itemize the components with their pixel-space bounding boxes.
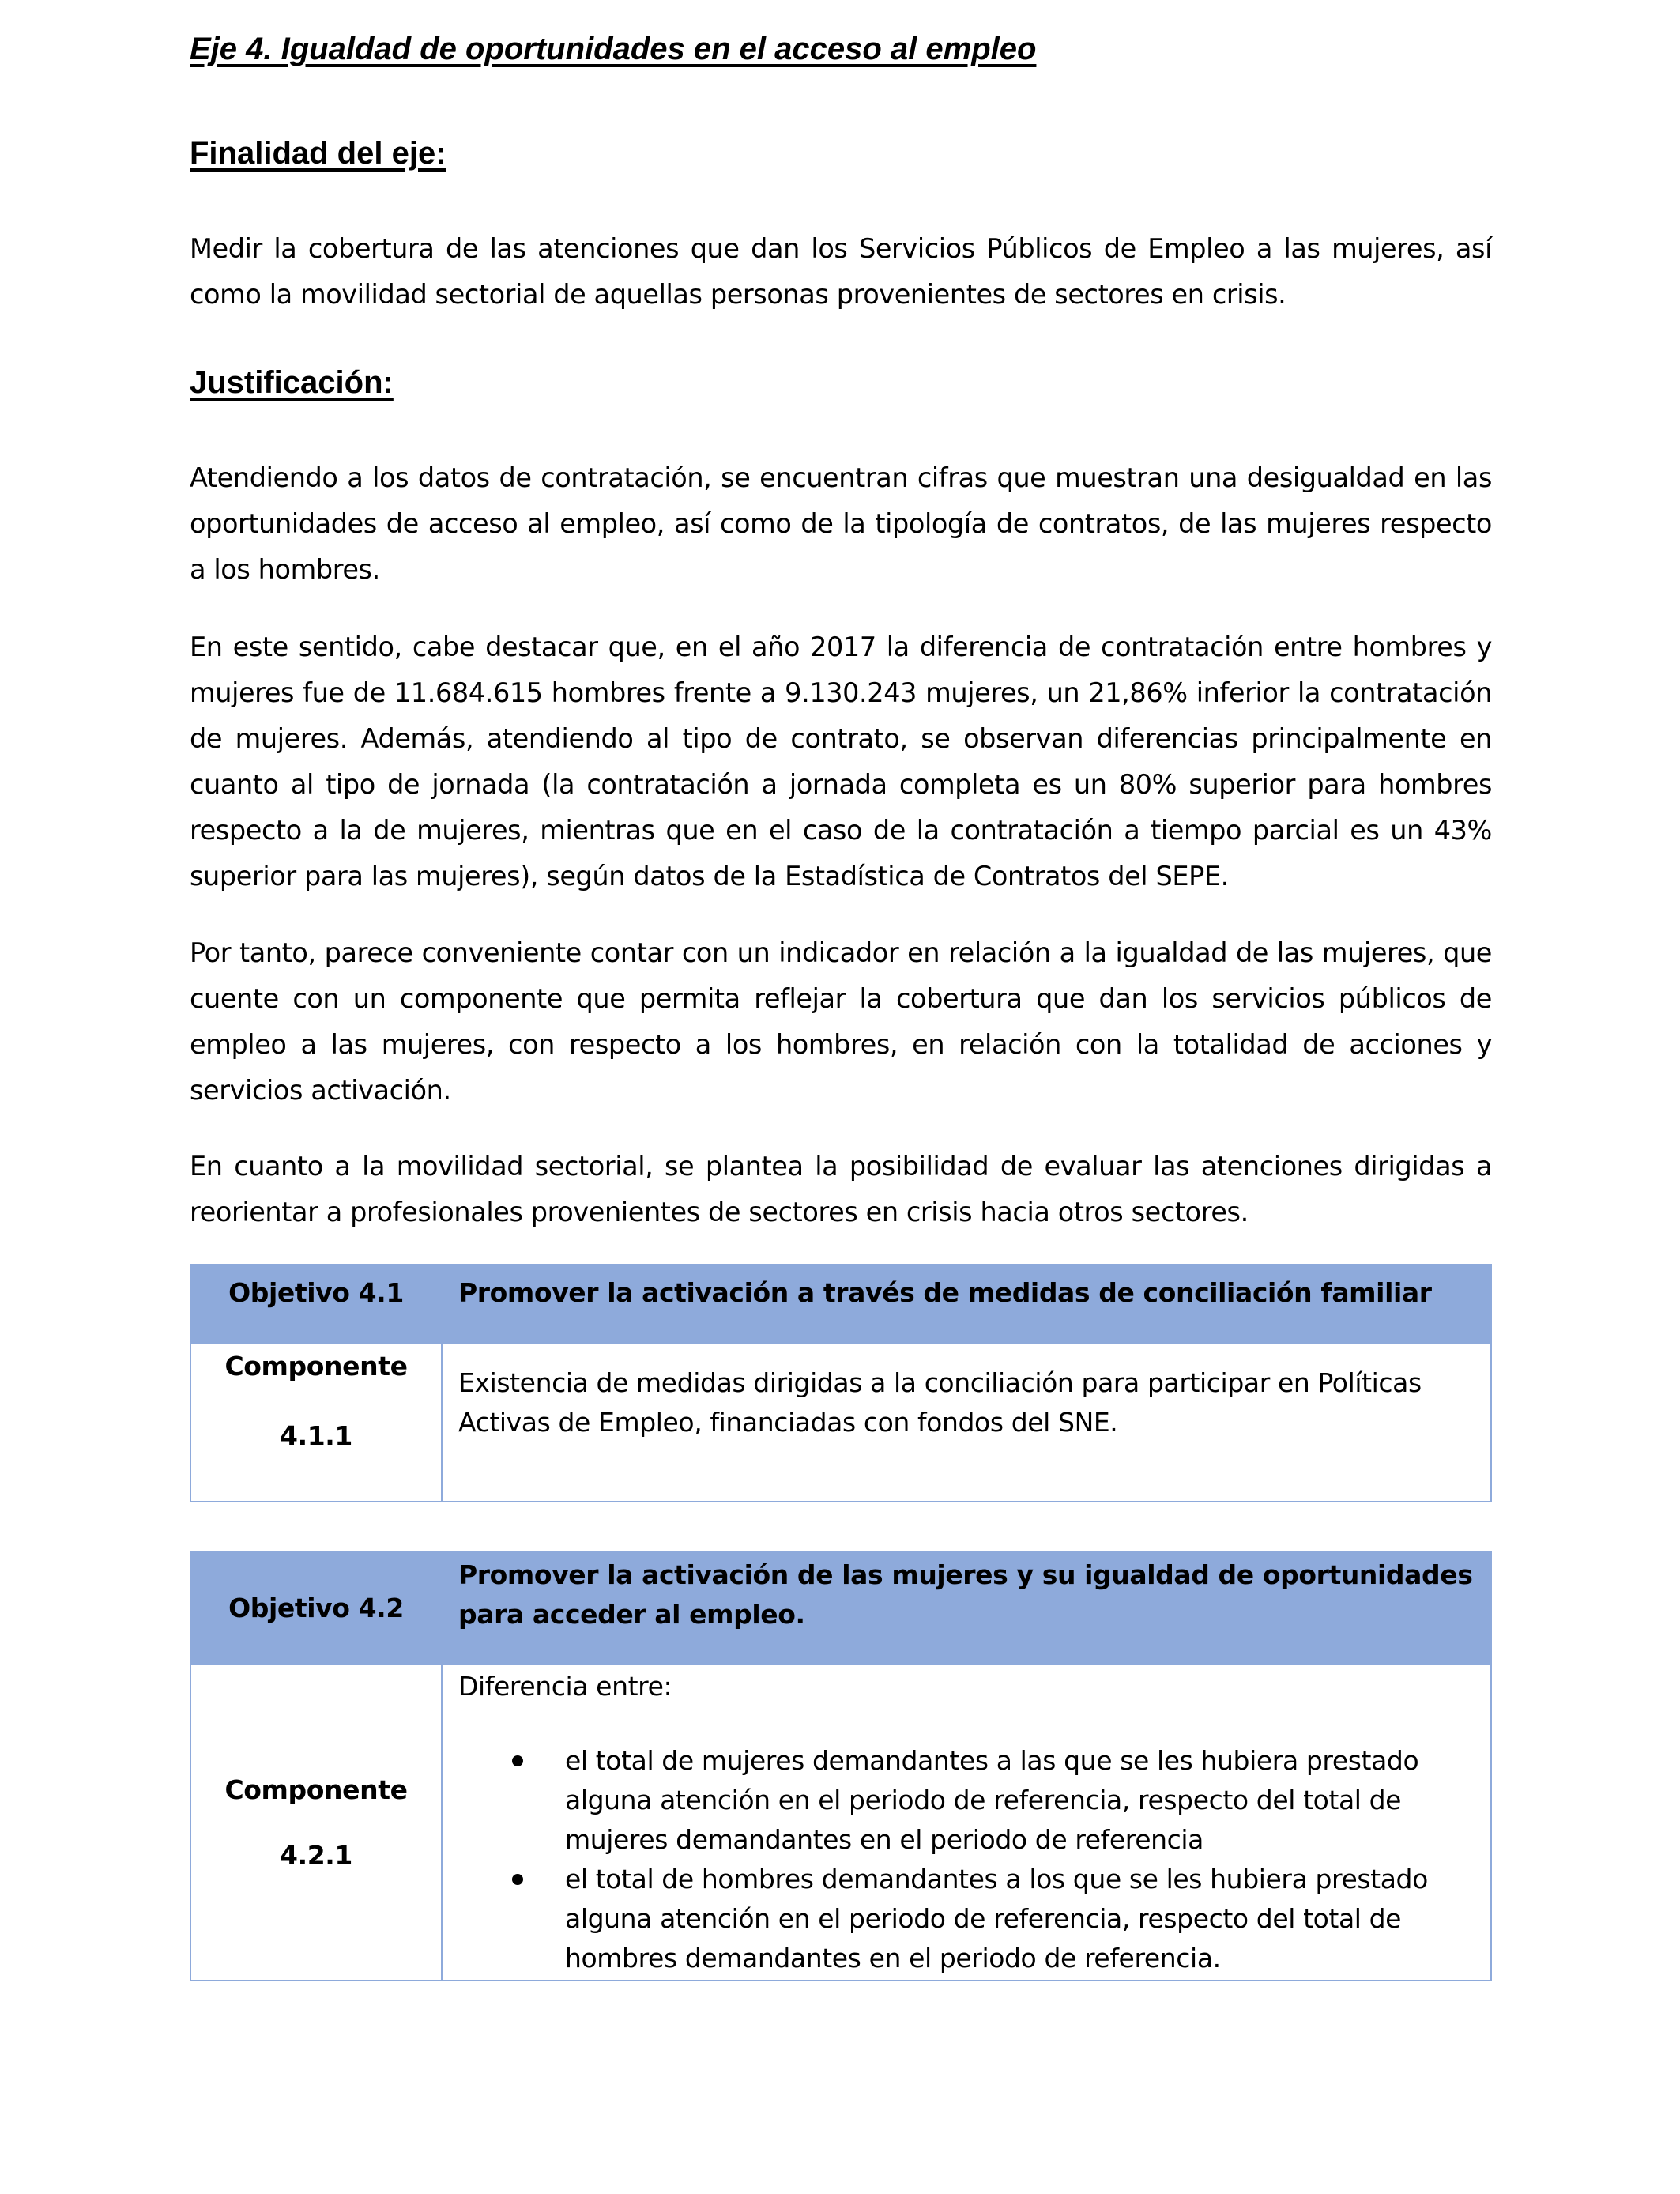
componente-4-2-1-label: Componente — [224, 1774, 408, 1805]
page-title: Eje 4. Igualdad de oportunidades en el acceso al empleo — [190, 32, 1037, 66]
list-item — [458, 1860, 1475, 1978]
componente-4-1-1-number: 4.1.1 — [280, 1420, 352, 1451]
componente-4-1-1-row — [190, 1344, 1491, 1502]
bullet-icon — [512, 1755, 523, 1766]
componente-4-1-1-cell — [190, 1344, 442, 1502]
objetivo-4-2-label: Objetivo 4.2 — [190, 1551, 442, 1664]
bullet-text-hombres: el total de hombres demandantes a los que se les hubiera prestado alguna atención en el periodo de referencia, respecto del total de hombres demandantes en el periodo de referencia. — [565, 1864, 1428, 1973]
componente-4-2-1-number: 4.2.1 — [280, 1840, 352, 1871]
objetivo-4-1-label: Objetivo 4.1 — [190, 1265, 442, 1344]
componente-4-1-1-label: Componente — [224, 1351, 408, 1382]
justificacion-heading: Justificación: — [190, 365, 394, 400]
componente-4-2-1-bullet-list — [458, 1741, 1475, 1978]
finalidad-heading: Finalidad del eje: — [190, 136, 446, 171]
justificacion-paragraph-1: Atendiendo a los datos de contratación, se encuentran cifras que muestran una desigualdad en las oportunidades de acceso al empleo, así como de la tipología de contratos, de las mujeres respecto a los hombres. — [190, 462, 1492, 585]
objetivo-4-1-table — [190, 1264, 1492, 1502]
componente-4-2-1-intro: Diferencia entre: — [458, 1671, 672, 1702]
objetivo-4-2-title: Promover la activación de las mujeres y su igualdad de oportunidades para acceder al empleo. — [442, 1551, 1491, 1664]
bullet-text-mujeres: el total de mujeres demandantes a las que se les hubiera prestado alguna atención en el periodo de referencia, respecto del total de mujeres demandantes en el periodo de referencia — [565, 1745, 1419, 1855]
componente-4-1-1-text: Existencia de medidas dirigidas a la conciliación para participar en Políticas Activas de Empleo, financiadas con fondos del SNE. — [442, 1344, 1491, 1502]
componente-4-2-1-content — [442, 1664, 1491, 1981]
objetivo-4-2-table — [190, 1551, 1492, 1981]
justificacion-paragraph-4: En cuanto a la movilidad sectorial, se plantea la posibilidad de evaluar las atenciones dirigidas a reorientar a profesionales provenientes de sectores en crisis hacia otros sectores. — [190, 1151, 1492, 1227]
componente-4-2-1-cell — [190, 1664, 442, 1981]
finalidad-paragraph: Medir la cobertura de las atenciones que dan los Servicios Públicos de Empleo a las mujeres, así como la movilidad sectorial de aquellas personas provenientes de sectores en crisis. — [190, 233, 1492, 310]
bullet-icon — [512, 1874, 523, 1885]
componente-4-2-1-row — [190, 1664, 1491, 1981]
justificacion-paragraph-2: En este sentido, cabe destacar que, en el año 2017 la diferencia de contratación entre hombres y mujeres fue de 11.684.615 hombres frente a 9.130.243 mujeres, un 21,86% inferior la contratación de mujeres. Además, atendiendo al tipo de contrato, se observan diferencias principalmente en cuanto al tipo de jornada (la contratación a jornada completa es un 80% superior para hombres respecto a la de mujeres, mientras que en el caso de la contratación a tiempo parcial es un 43% superior para las mujeres), según datos de la Estadística de Contratos del SEPE. — [190, 631, 1492, 892]
list-item — [458, 1741, 1475, 1860]
objetivo-4-1-header-row — [190, 1265, 1491, 1344]
objetivo-4-1-title: Promover la activación a través de medidas de conciliación familiar — [442, 1265, 1491, 1344]
justificacion-paragraph-3: Por tanto, parece conveniente contar con un indicador en relación a la igualdad de las mujeres, que cuente con un componente que permita reflejar la cobertura que dan los servicios públicos de empleo a las mujeres, con respecto a los hombres, en relación con la totalidad de acciones y servicios activación. — [190, 937, 1492, 1106]
objetivo-4-2-header-row — [190, 1551, 1491, 1664]
